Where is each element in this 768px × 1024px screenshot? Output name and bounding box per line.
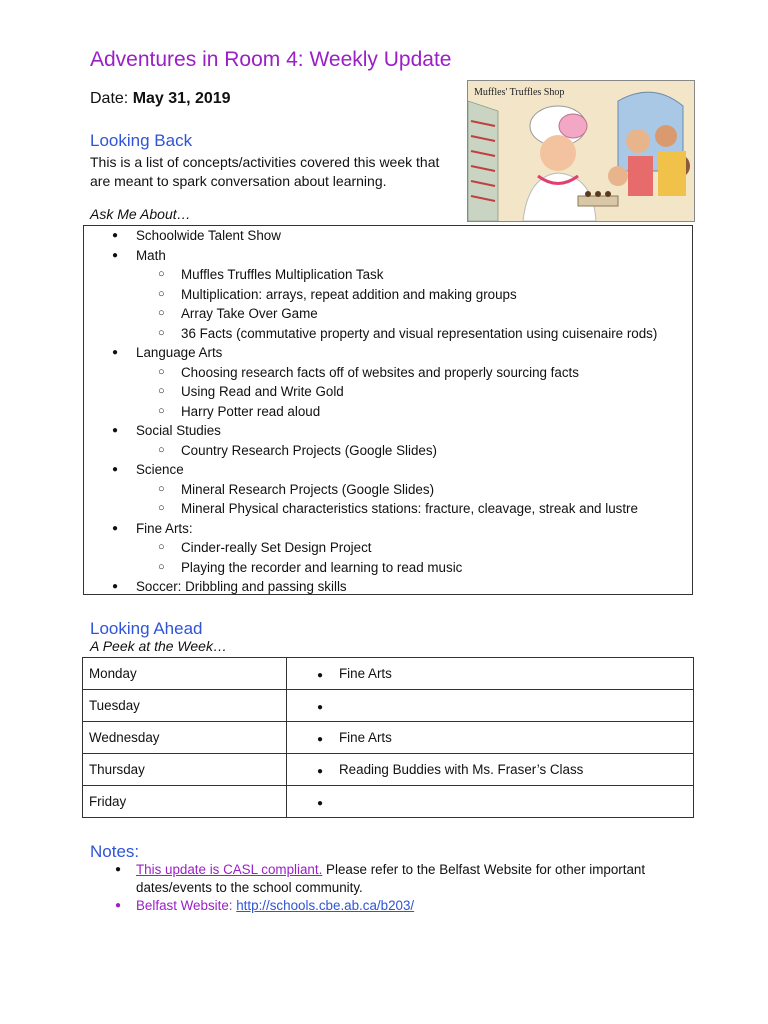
ask-me-about-label: Ask Me About… bbox=[90, 206, 191, 222]
ask-item: ● Fine Arts: bbox=[84, 519, 692, 539]
notes-heading: Notes: bbox=[90, 842, 140, 861]
ask-subitem: ○ Mineral Physical characteristics stations: fracture, cleavage, streak and lustre bbox=[84, 499, 692, 519]
looking-ahead-heading: Looking Ahead bbox=[90, 619, 203, 638]
week-activity: Fine Arts bbox=[339, 666, 392, 681]
ask-subitem: ○ Using Read and Write Gold bbox=[84, 382, 692, 402]
ask-subitem: ○ Country Research Projects (Google Slides) bbox=[84, 441, 692, 461]
ask-item: ● Schoolwide Talent Show bbox=[84, 226, 692, 246]
belfast-website-link[interactable]: http://schools.cbe.ab.ca/b203/ bbox=[236, 898, 415, 913]
ask-subitem: ○ Cinder-really Set Design Project bbox=[84, 538, 692, 558]
looking-back-heading: Looking Back bbox=[90, 131, 193, 150]
bullet-icon: ● bbox=[317, 766, 324, 777]
week-row bbox=[83, 786, 694, 818]
website-label: Belfast Website: bbox=[136, 898, 237, 913]
ask-subitem: ○ Muffles Truffles Multiplication Task bbox=[84, 265, 692, 285]
casl-note-text: Please refer to the Belfast Website for other important dates/events to the school community. bbox=[136, 862, 646, 895]
book-cover-illustration bbox=[468, 81, 694, 221]
ask-item: ● Language Arts bbox=[84, 343, 692, 363]
date-value: May 31, 2019 bbox=[132, 90, 231, 107]
notes-list bbox=[109, 861, 689, 915]
bullet-icon: ● bbox=[317, 798, 324, 809]
week-activity-cell bbox=[287, 754, 694, 786]
week-day: Monday bbox=[83, 658, 287, 690]
week-activity: Reading Buddies with Ms. Fraser’s Class bbox=[339, 762, 584, 777]
ask-subitem: ○ Harry Potter read aloud bbox=[84, 402, 692, 422]
ask-item: ● Math bbox=[84, 246, 692, 266]
week-activity-cell bbox=[287, 658, 694, 690]
week-day: Friday bbox=[83, 786, 287, 818]
week-table bbox=[82, 657, 694, 818]
ask-subitem: ○ Playing the recorder and learning to read music bbox=[84, 558, 692, 578]
peek-at-week-label: A Peek at the Week… bbox=[90, 638, 227, 654]
week-activity: Fine Arts bbox=[339, 730, 392, 745]
ask-subitem: ○ Choosing research facts off of websites and properly sourcing facts bbox=[84, 363, 692, 383]
bullet-icon: ● bbox=[317, 702, 324, 713]
ask-subitem: ○ Mineral Research Projects (Google Slides) bbox=[84, 480, 692, 500]
date-label: Date: bbox=[90, 90, 129, 107]
bullet-icon: ● bbox=[317, 734, 324, 745]
ask-subitem: ○ Multiplication: arrays, repeat addition and making groups bbox=[84, 285, 692, 305]
ask-item: ● Social Studies bbox=[84, 421, 692, 441]
ask-subitem: ○ Array Take Over Game bbox=[84, 304, 692, 324]
book-cover-title: Muffles' Truffles Shop bbox=[474, 87, 565, 98]
casl-compliance-link[interactable]: This update is CASL compliant. bbox=[136, 862, 323, 877]
date-line bbox=[90, 90, 231, 108]
week-row bbox=[83, 722, 694, 754]
ask-item: ● Science bbox=[84, 460, 692, 480]
week-activity-cell bbox=[287, 786, 694, 818]
note-casl bbox=[109, 861, 689, 897]
bullet-icon: ● bbox=[317, 670, 324, 681]
week-row bbox=[83, 754, 694, 786]
week-row bbox=[83, 658, 694, 690]
ask-me-about-box bbox=[83, 225, 693, 595]
ask-me-about-list bbox=[84, 226, 692, 597]
week-day: Tuesday bbox=[83, 690, 287, 722]
week-day: Thursday bbox=[83, 754, 287, 786]
week-activity-cell bbox=[287, 690, 694, 722]
week-row bbox=[83, 690, 694, 722]
week-day: Wednesday bbox=[83, 722, 287, 754]
note-website bbox=[109, 897, 689, 915]
book-cover-image bbox=[467, 80, 695, 222]
ask-item: ● Soccer: Dribbling and passing skills bbox=[84, 577, 692, 597]
page-title: Adventures in Room 4: Weekly Update bbox=[90, 48, 452, 71]
week-activity-cell bbox=[287, 722, 694, 754]
ask-subitem: ○ 36 Facts (commutative property and visual representation using cuisenaire rods) bbox=[84, 324, 692, 344]
looking-back-description: This is a list of concepts/activities covered this week that are meant to spark conversation about learning. bbox=[90, 154, 440, 189]
